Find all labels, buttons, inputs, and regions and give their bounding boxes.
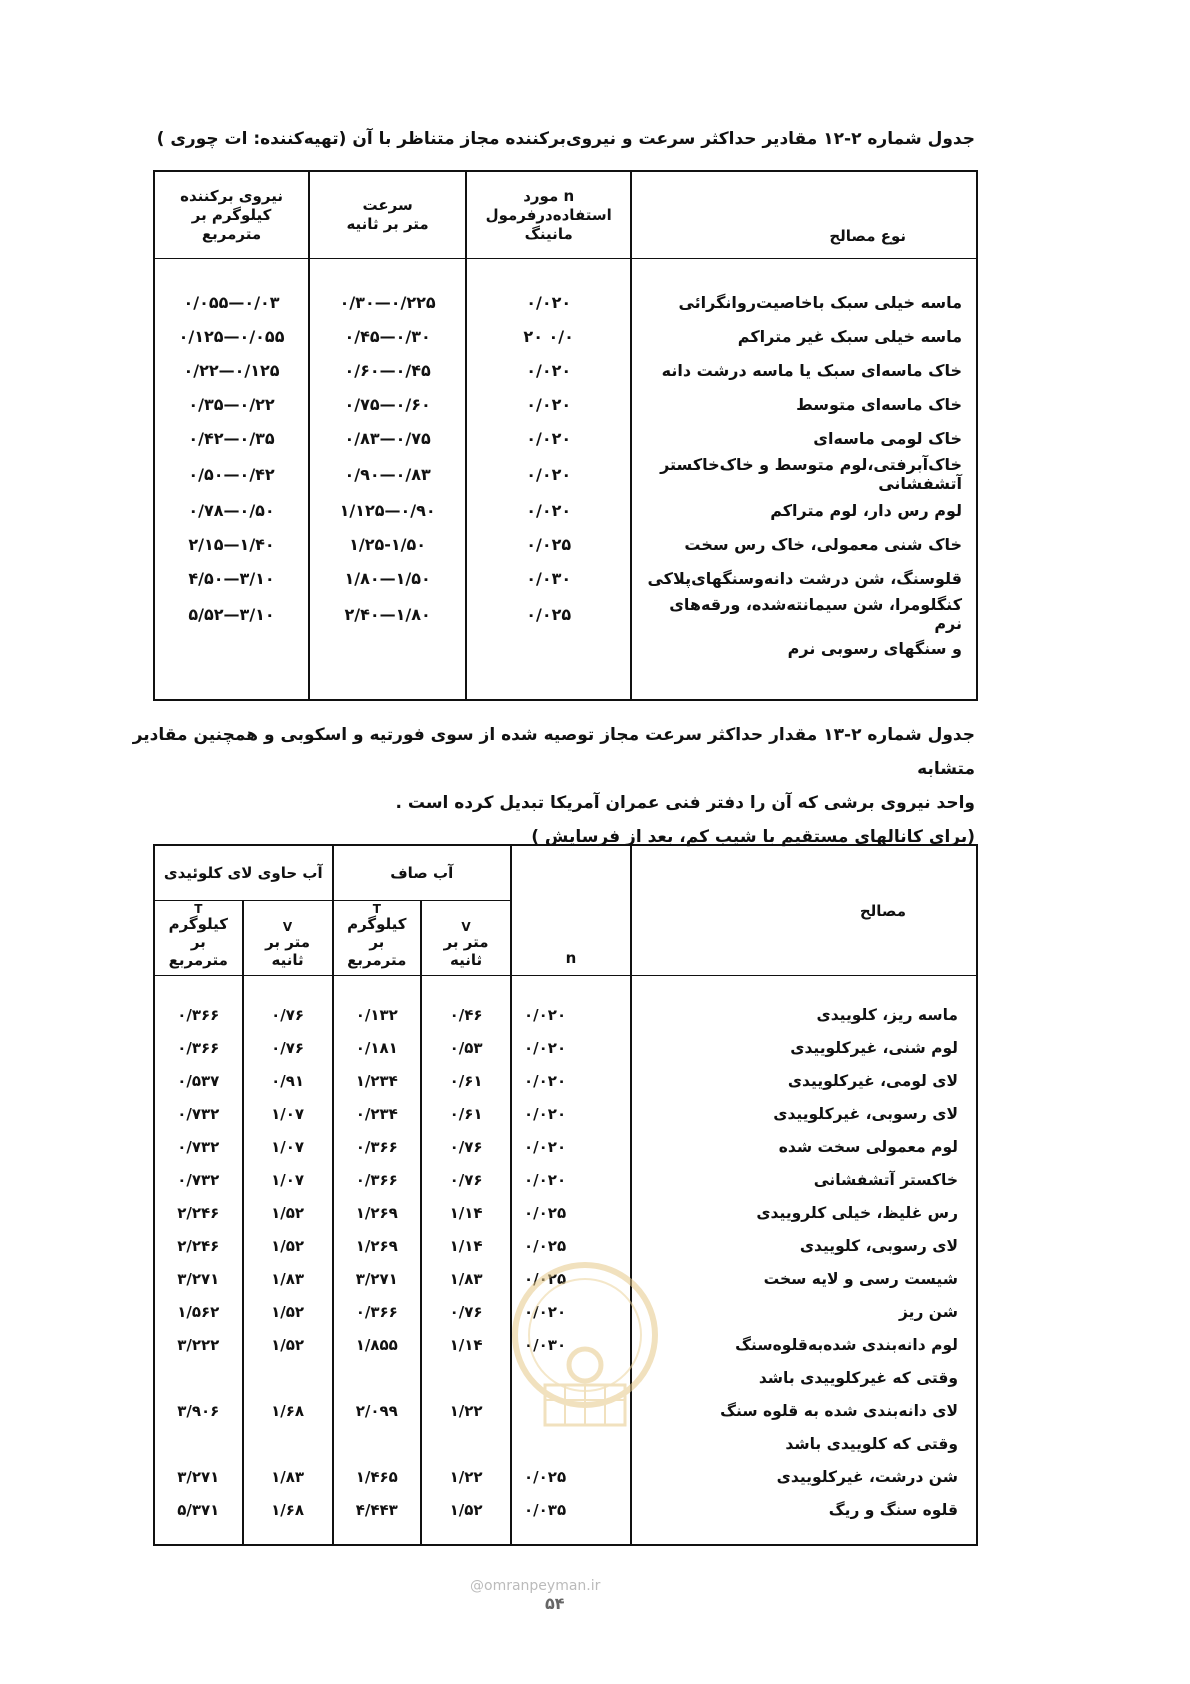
table-row: [154, 1064, 977, 1097]
n-cell: ۰/۰۲۰: [466, 493, 631, 527]
clear-velocity-cell: ۰/۷۶: [421, 1295, 511, 1328]
material-cell: خاک‌آبرفتی،لوم متوسط و خاک‌خاکستر آتشفشانی: [631, 455, 977, 493]
table2-header-v1: [421, 901, 511, 976]
page-number: ۵۴: [545, 1594, 565, 1613]
table1-max-velocity-force: [153, 170, 978, 701]
velocity-cell: ۱/۸۰—۲/۴۰: [309, 595, 466, 633]
force-cell: ۰/۳۵—۰/۴۲: [188, 428, 275, 448]
colloid-force-cell: ۲/۲۴۶: [177, 1236, 220, 1255]
force-cell: ۰/۰۳—۰/۰۵۵: [183, 292, 280, 312]
force-cell: ۱/۴۰—۲/۱۵: [188, 534, 275, 554]
material-cell: خاک شنی معمولی، خاک رس سخت: [631, 527, 977, 561]
clear-velocity-cell: ۰/۷۶: [421, 1163, 511, 1196]
material-cell: لای دانه‌بندی شده به قلوه سنگ: [631, 1394, 977, 1427]
table2-header-t2-symbol: T: [194, 902, 203, 916]
watermark-logo-icon: [505, 1255, 665, 1430]
velocity-cell: ۱/۵۰—۱/۸۰: [309, 561, 466, 595]
clear-velocity-cell: ۰/۶۱: [421, 1064, 511, 1097]
table1-header-row: [154, 171, 977, 259]
material-cell: ماسه خیلی سبک باخاصیت‌روانگرائی: [631, 259, 977, 320]
table1-header-force-line1: نیروی برکننده: [180, 186, 283, 205]
table1-header-n: [466, 171, 631, 259]
table-row: [154, 1163, 977, 1196]
clear-velocity-cell: ۱/۵۲: [421, 1493, 511, 1545]
clear-force-cell: ۰/۱۸۱: [333, 1031, 422, 1064]
material-cell: خاک ماسه‌ای متوسط: [631, 387, 977, 421]
colloid-force-cell: ۰/۳۶۶: [177, 1005, 220, 1024]
colloid-velocity-cell: ۱/۸۳: [243, 1262, 333, 1295]
colloid-force-cell: ۰/۳۶۶: [177, 1038, 220, 1057]
table2-header-v2: [243, 901, 333, 976]
table-row: [154, 1130, 977, 1163]
material-cell: کنگلومرا، شن سیمانته‌شده، ورقه‌های نرم: [631, 595, 977, 633]
material-cell: ماسه خیلی سبک غیر متراکم: [631, 319, 977, 353]
force-cell: ۰/۵۰—۰/۷۸: [188, 500, 275, 520]
colloid-force-cell: ۰/۷۳۲: [177, 1170, 220, 1189]
colloid-force-cell: ۵/۳۷۱: [177, 1500, 220, 1519]
colloid-velocity-cell: ۱/۵۲: [243, 1229, 333, 1262]
n-cell: ۰/۰۲۰: [511, 1163, 631, 1196]
colloid-force-cell: [154, 1427, 243, 1460]
n-cell: ۰/۰۲۰: [466, 455, 631, 493]
clear-force-cell: ۰/۳۶۶: [333, 1130, 422, 1163]
colloid-velocity-cell: ۱/۸۳: [243, 1460, 333, 1493]
clear-velocity-cell: ۰/۶۱: [421, 1097, 511, 1130]
colloid-force-cell: ۱/۵۶۲: [177, 1302, 220, 1321]
colloid-force-cell: ۰/۷۳۲: [177, 1104, 220, 1123]
table2-header-t1-symbol: T: [372, 902, 381, 916]
table-row: [154, 259, 977, 320]
n-cell: ۰/۰۲۵: [511, 1262, 631, 1295]
clear-force-cell: ۱/۲۳۴: [333, 1064, 422, 1097]
force-cell: ۰/۱۲۵—۰/۲۲: [183, 360, 280, 380]
table2-header-t1-unit-line1: کیلوگرم بر: [347, 915, 407, 951]
clear-force-cell: ۰/۱۳۲: [333, 976, 422, 1032]
table-row: [154, 493, 977, 527]
velocity-cell: ۰/۴۵—۰/۶۰: [309, 353, 466, 387]
n-cell: ۰/۰۲۰: [511, 1295, 631, 1328]
colloid-velocity-cell: ۰/۷۶: [243, 1031, 333, 1064]
table1-header-n-line2: استفاده‌درفرمول: [485, 205, 612, 224]
table1-header-velocity: [309, 171, 466, 259]
clear-force-cell: ۱/۴۶۵: [333, 1460, 422, 1493]
material-cell: شن درشت، غیرکلوییدی: [631, 1460, 977, 1493]
force-cell: ۰/۰۵۵—۰/۱۲۵: [178, 326, 285, 346]
material-cell: و سنگهای رسوبی نرم: [631, 633, 977, 700]
clear-velocity-cell: ۰/۷۶: [421, 1130, 511, 1163]
table2-caption-line1: جدول شماره ۲-۱۳ مقدار حداکثر سرعت مجاز توصیه شده از سوی فورتیه و اسکوبی و همچنین مقادیر متشابه: [132, 725, 975, 779]
force-cell: ۳/۱۰—۴/۵۰: [188, 568, 275, 588]
table2-header-t2: [154, 901, 243, 976]
table2-header-material: مصالح: [631, 845, 977, 976]
colloid-velocity-cell: ۱/۰۷: [243, 1130, 333, 1163]
colloid-velocity-cell: ۱/۶۸: [243, 1493, 333, 1545]
table1-body: [154, 259, 977, 701]
velocity-cell: ۰/۳۰—۰/۴۵: [309, 319, 466, 353]
table2-header-v2-symbol: V: [282, 920, 293, 934]
clear-velocity-cell: ۱/۱۴: [421, 1328, 511, 1361]
clear-velocity-cell: ۱/۱۴: [421, 1229, 511, 1262]
material-cell: لوم معمولی سخت شده: [631, 1130, 977, 1163]
material-cell: لوم رس دار، لوم متراکم: [631, 493, 977, 527]
velocity-cell: ۰/۲۲۵—۰/۳۰: [309, 259, 466, 320]
colloid-velocity-cell: ۰/۷۶: [243, 976, 333, 1032]
table1-header-force-line2: کیلوگرم بر مترمربع: [191, 205, 272, 243]
colloid-velocity-cell: ۱/۵۲: [243, 1196, 333, 1229]
n-cell: ۰/۰۲۰: [466, 353, 631, 387]
velocity-cell: ۱/۲۵-۱/۵۰: [309, 527, 466, 561]
force-cell: ۳/۱۰—۵/۵۲: [188, 604, 275, 624]
table2-caption: [95, 718, 975, 854]
velocity-cell: [309, 633, 466, 700]
n-cell: ۰/۰۲۰: [511, 1031, 631, 1064]
n-cell: ۰/۰۲۵: [511, 1196, 631, 1229]
table2-header-t1-unit-line2: مترمربع: [347, 951, 407, 969]
colloid-velocity-cell: [243, 1361, 333, 1394]
table-row: [154, 595, 977, 633]
clear-force-cell: ۲/۰۹۹: [333, 1394, 422, 1427]
material-cell: شیست رسی و لایه سخت: [631, 1262, 977, 1295]
table-row: [154, 421, 977, 455]
colloid-force-cell: [154, 1361, 243, 1394]
table1-header-velocity-line2: متر بر ثانیه: [346, 215, 429, 233]
velocity-cell: ۰/۷۵—۰/۸۳: [309, 421, 466, 455]
n-cell: ۰/۰۲۰: [511, 1097, 631, 1130]
colloid-force-cell: ۰/۷۳۲: [177, 1137, 220, 1156]
n-cell: ۰/۰۳۰: [466, 561, 631, 595]
table2-allowable-velocity: [153, 844, 978, 1546]
colloid-velocity-cell: ۱/۰۷: [243, 1097, 333, 1130]
table2-header-v2-unit: متر بر ثانیه: [265, 933, 311, 969]
table-row: [154, 1031, 977, 1064]
force-cell: ۰/۲۲—۰/۳۵: [188, 394, 275, 414]
clear-force-cell: ۱/۸۵۵: [333, 1328, 422, 1361]
colloid-velocity-cell: ۱/۵۲: [243, 1328, 333, 1361]
n-cell: ۰/۰۲۵: [511, 1229, 631, 1262]
material-cell: شن ریز: [631, 1295, 977, 1328]
n-cell: [511, 1427, 631, 1460]
colloid-force-cell: ۳/۲۷۱: [177, 1269, 220, 1288]
n-cell: ۰/۰۲۵: [511, 1460, 631, 1493]
n-cell: ۰/۰۲۰: [511, 976, 631, 1032]
table-row: [154, 387, 977, 421]
colloid-force-cell: ۳/۹۰۶: [177, 1401, 220, 1420]
n-cell: ۰/۰۲۰: [511, 1064, 631, 1097]
table2-header-v1-unit: متر بر ثانیه: [443, 933, 489, 969]
table1-header-velocity-line1: سرعت: [362, 196, 413, 214]
material-cell: لای رسوبی، غیرکلوییدی: [631, 1097, 977, 1130]
colloid-velocity-cell: ۱/۵۲: [243, 1295, 333, 1328]
table1-header-n-line3: مانینگ: [524, 224, 573, 243]
material-cell: وقتی که کلوییدی باشد: [631, 1427, 977, 1460]
force-cell: ۰/۴۲—۰/۵۰: [188, 464, 275, 484]
n-cell: [466, 633, 631, 700]
n-cell: ۰/۰۳۵: [511, 1493, 631, 1545]
clear-force-cell: ۱/۲۶۹: [333, 1229, 422, 1262]
material-cell: رس غلیظ، خیلی کلروییدی: [631, 1196, 977, 1229]
material-cell: خاکستر آتشفشانی: [631, 1163, 977, 1196]
table-row: [154, 319, 977, 353]
clear-velocity-cell: ۰/۵۳: [421, 1031, 511, 1064]
table1-header-n-line1: n مورد: [523, 186, 575, 205]
clear-velocity-cell: ۱/۲۲: [421, 1394, 511, 1427]
clear-force-cell: ۴/۴۴۳: [333, 1493, 422, 1545]
n-cell: ۰/۰۲۵: [466, 595, 631, 633]
clear-force-cell: [333, 1361, 422, 1394]
material-cell: لوم شنی، غیرکلوییدی: [631, 1031, 977, 1064]
clear-velocity-cell: ۱/۲۲: [421, 1460, 511, 1493]
clear-velocity-cell: ۱/۸۳: [421, 1262, 511, 1295]
table-row: [154, 527, 977, 561]
clear-velocity-cell: ۱/۱۴: [421, 1196, 511, 1229]
velocity-cell: ۰/۹۰—۱/۱۲۵: [309, 493, 466, 527]
material-cell: لای لومی، غیرکلوییدی: [631, 1064, 977, 1097]
table-row: [154, 1460, 977, 1493]
colloid-force-cell: ۳/۲۷۱: [177, 1467, 220, 1486]
table2-header-n: n: [511, 845, 631, 976]
colloid-force-cell: ۲/۲۴۶: [177, 1203, 220, 1222]
table1-caption: جدول شماره ۲-۱۲ مقادیر حداکثر سرعت و نیروی‌برکننده مجاز متناظر با آن (تهیه‌کننده: ات چوری ): [156, 129, 975, 149]
n-cell: ۰/۰۲۰: [466, 387, 631, 421]
n-cell: ۰/۰۲۵: [466, 527, 631, 561]
table1-header-material: نوع مصالح: [631, 171, 977, 259]
clear-force-cell: [333, 1427, 422, 1460]
table2-header-colloid-water: آب حاوی لای کلوئیدی: [154, 845, 333, 901]
table-row: [154, 1493, 977, 1545]
table2-header-t2-unit-line2: مترمربع: [168, 951, 228, 969]
table-row: [154, 633, 977, 700]
table-row: [154, 1097, 977, 1130]
n-cell: ۰/۰۳۰: [511, 1328, 631, 1361]
table2-header-t2-unit-line1: کیلوگرم بر: [168, 915, 228, 951]
n-cell: ۰/۰۲۰: [466, 421, 631, 455]
clear-force-cell: ۰/۳۶۶: [333, 1163, 422, 1196]
velocity-cell: ۰/۶۰—۰/۷۵: [309, 387, 466, 421]
material-cell: خاک لومی ماسه‌ای: [631, 421, 977, 455]
clear-velocity-cell: [421, 1361, 511, 1394]
table2-header-t1: [333, 901, 422, 976]
colloid-velocity-cell: ۰/۹۱: [243, 1064, 333, 1097]
colloid-velocity-cell: ۱/۰۷: [243, 1163, 333, 1196]
material-cell: وقتی که غیرکلوییدی باشد: [631, 1361, 977, 1394]
table-row: [154, 1427, 977, 1460]
clear-velocity-cell: ۰/۴۶: [421, 976, 511, 1032]
clear-force-cell: ۰/۳۶۶: [333, 1295, 422, 1328]
table-row: [154, 353, 977, 387]
material-cell: قلوه سنگ و ریگ: [631, 1493, 977, 1545]
colloid-force-cell: ۰/۵۳۷: [177, 1071, 220, 1090]
table2-header-v1-symbol: V: [461, 920, 471, 934]
n-cell: ۰/۰۲۰: [511, 1130, 631, 1163]
watermark-text: @omranpeyman.ir: [470, 1578, 601, 1594]
material-cell: ماسه ریز، کلوییدی: [631, 976, 977, 1032]
material-cell: خاک ماسه‌ای سبک یا ماسه درشت دانه: [631, 353, 977, 387]
material-cell: لوم دانه‌بندی شده‌به‌قلوه‌سنگ: [631, 1328, 977, 1361]
colloid-velocity-cell: ۱/۶۸: [243, 1394, 333, 1427]
table-row: [154, 976, 977, 1032]
clear-force-cell: ۳/۲۷۱: [333, 1262, 422, 1295]
material-cell: قلوسنگ، شن درشت دانه‌وسنگهای‌پلاکی: [631, 561, 977, 595]
table2-caption-line3: (برای کانالهای مستقیم با شیب کم، بعد از فرسایش ): [531, 827, 975, 847]
table2-caption-line2: واحد نیروی برشی که آن را دفتر فنی عمران آمریکا تبدیل کرده است .: [395, 793, 975, 813]
n-cell: ۰/۰ ۲۰: [466, 319, 631, 353]
clear-velocity-cell: [421, 1427, 511, 1460]
velocity-cell: ۰/۸۳—۰/۹۰: [309, 455, 466, 493]
table1-header-force: [154, 171, 309, 259]
colloid-velocity-cell: [243, 1427, 333, 1460]
colloid-force-cell: ۳/۲۲۲: [177, 1335, 220, 1354]
table-row: [154, 561, 977, 595]
force-cell: [154, 633, 309, 700]
table-row: [154, 1196, 977, 1229]
clear-force-cell: ۱/۲۶۹: [333, 1196, 422, 1229]
material-cell: لای رسوبی، کلوییدی: [631, 1229, 977, 1262]
table2-header-clear-water: آب صاف: [333, 845, 511, 901]
clear-force-cell: ۰/۲۳۴: [333, 1097, 422, 1130]
table2-header-group-row: [154, 845, 977, 901]
table-row: [154, 455, 977, 493]
n-cell: ۰/۰۲۰: [466, 259, 631, 320]
